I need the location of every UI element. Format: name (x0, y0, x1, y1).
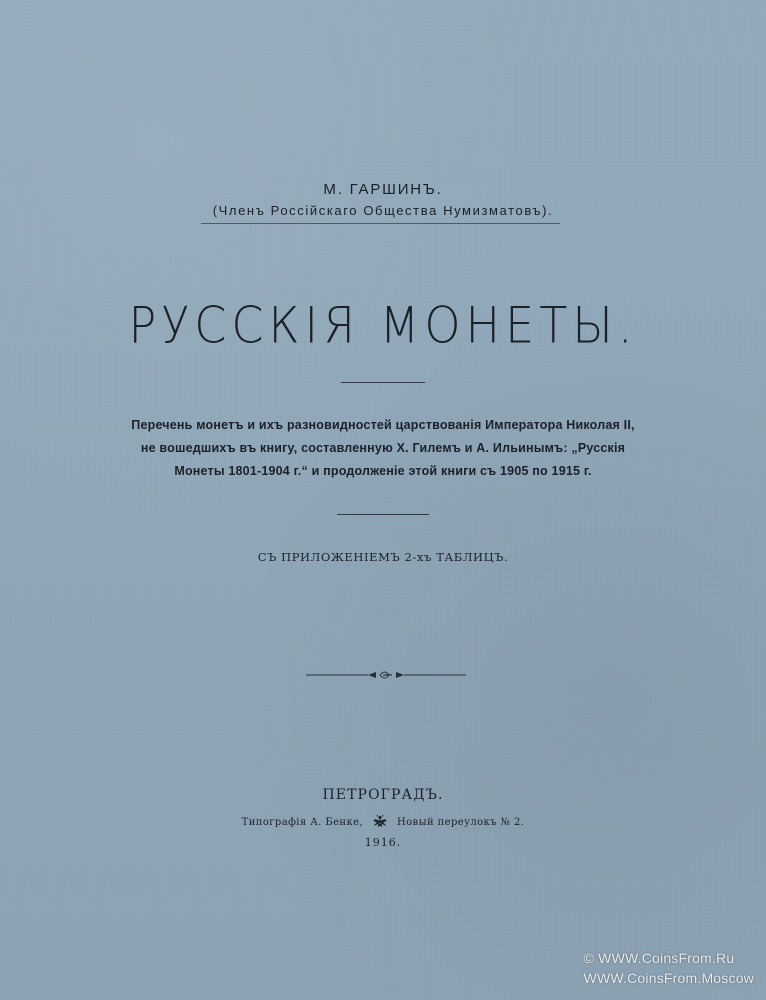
page-title: РУССКІЯ МОНЕТЫ. (128, 296, 638, 355)
watermark-line-1: © WWW.CoinsFrom.Ru (583, 950, 735, 966)
membership-underline (201, 223, 560, 224)
double-headed-eagle-icon (371, 813, 389, 831)
author-membership: (Членъ Россійскаго Общества Нумизматовъ). (212, 203, 554, 218)
publication-year: 1916. (364, 836, 402, 849)
divider-top (341, 382, 425, 383)
description-line-1: Перечень монетъ и ихъ разновидностей царствованія Императора Николая II, (131, 418, 635, 432)
site-watermark (584, 948, 754, 988)
divider-middle (337, 514, 429, 515)
description-line-3: Монеты 1801-1904 г.“ и продолженіе этой книги съ 1905 по 1915 г. (174, 464, 592, 478)
description-block (0, 414, 766, 483)
author-name: М. ГАРШИНЪ. (323, 181, 443, 198)
imprint-city: ПЕТРОГРАДЪ. (322, 787, 444, 803)
imprint-printer-row (0, 810, 766, 834)
appendix-note: СЪ ПРИЛОЖЕНІЕМЪ 2-хъ ТАБЛИЦЪ. (257, 550, 509, 564)
watermark-line-2: WWW.CoinsFrom.Moscow (583, 970, 754, 986)
decorative-ornament-icon (306, 666, 466, 684)
imprint-printer-left: Типографія А. Бенке, (241, 816, 364, 828)
imprint-printer-right: Новый переулокъ № 2. (397, 816, 525, 828)
description-line-2: не вошедшихъ въ книгу, составленную Х. Гилемъ и А. Ильинымъ: „Русскія (140, 441, 626, 455)
